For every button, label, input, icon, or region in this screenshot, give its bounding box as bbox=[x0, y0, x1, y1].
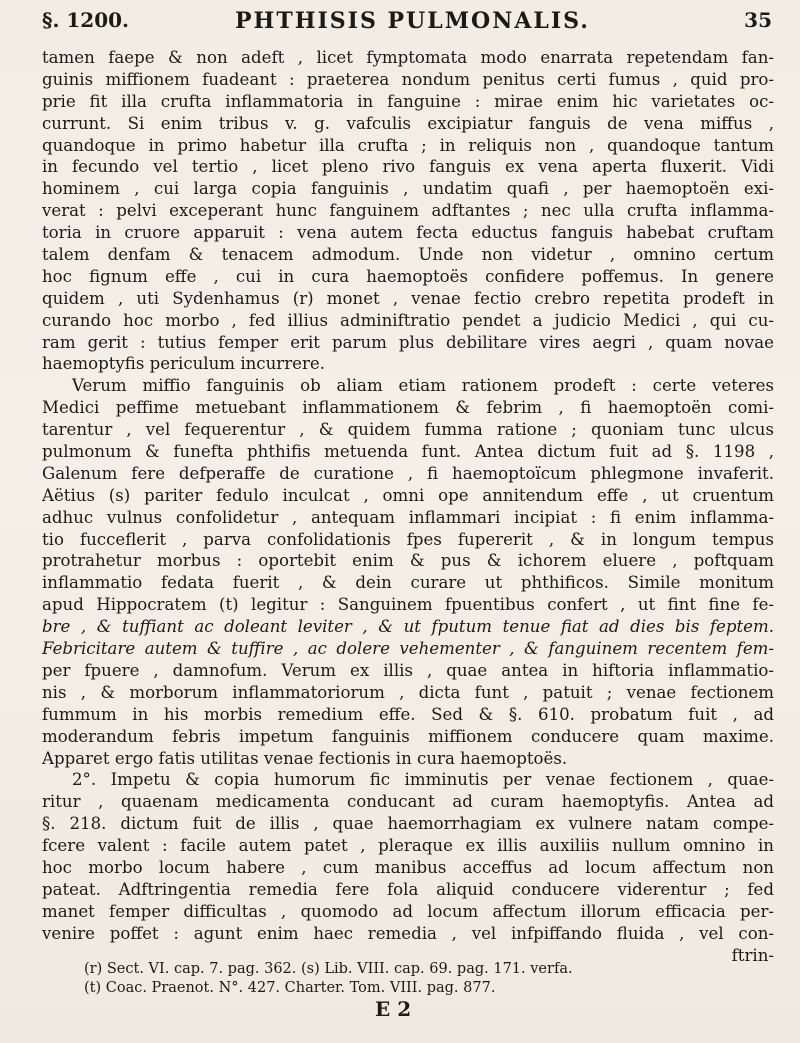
text-line: manet femper difficultas , quomodo ad locum affectum illorum efficacia per- bbox=[42, 901, 774, 921]
section-number: §. 1200. bbox=[42, 8, 130, 32]
text-line: currunt. Si enim tribus v. g. vafculis excipiatur fanguis de vena miffus , bbox=[42, 113, 774, 133]
text-line: §. 218. dictum fuit de illis , quae haemorrhagiam ex vulnere natam compe- bbox=[42, 814, 774, 834]
text-line: adhuc vulnus confolidetur , antequam inflammari incipiat : fi enim inflamma- bbox=[42, 507, 774, 527]
text-line: nis , & morborum inflammatoriorum , dicta funt , patuit ; venae fectionem bbox=[42, 682, 774, 702]
footnote: (t) Coac. Praenot. N°. 427. Charter. Tom. VIII. pag. 877. bbox=[84, 980, 496, 996]
text-line: tio fucceflerit , parva confolidationis fpes fupererit , & in longum tempus bbox=[42, 529, 774, 549]
running-header bbox=[42, 8, 772, 40]
text-line: Febricitare autem & tuffire , ac dolere vehementer , & fanguinem recentem fem- bbox=[42, 639, 774, 659]
text-line: protrahetur morbus : oportebit enim & pus & ichorem eluere , poftquam bbox=[42, 551, 774, 571]
text-line: talem denfam & tenacem admodum. Unde non videtur , omnino certum bbox=[42, 245, 774, 265]
text-line: Verum miffio fanguinis ob aliam etiam rationem prodeft : certe veteres bbox=[72, 376, 774, 396]
catchword: ftrin- bbox=[731, 945, 774, 965]
text-line: 2°. Impetu & copia humorum fic imminutis per venae fectionem , quae- bbox=[72, 770, 774, 790]
text-line: Galenum fere defperaffe de curatione , fi haemoptoïcum phlegmone invaferit. bbox=[42, 463, 774, 483]
text-line: moderandum febris impetum fanguinis miffionem conducere quam maxime. bbox=[42, 726, 774, 746]
text-line: fummum in his morbis remedium effe. Sed & §. 610. probatum fuit , ad bbox=[42, 704, 774, 724]
text-line: venire poffet : agunt enim haec remedia , vel infpiffando fluida , vel con- bbox=[42, 923, 774, 943]
text-line: toria in cruore apparuit : vena autem fecta eductus fanguis habebat cruftam bbox=[42, 223, 774, 243]
main-text bbox=[42, 47, 774, 966]
text-line: haemoptyfis periculum incurrere. bbox=[42, 354, 326, 374]
signature-mark: E 2 bbox=[375, 997, 412, 1021]
text-line: per fpuere , damnofum. Verum ex illis , quae antea in hiftoria inflammatio- bbox=[42, 660, 774, 680]
text-line: ritur , quaenam medicamenta conducant ad curam haemoptyfis. Antea ad bbox=[42, 792, 774, 812]
text-line: Apparet ergo fatis utilitas venae fectionis in cura haemoptoës. bbox=[42, 748, 568, 768]
text-line: pulmonum & funefta phthifis metuenda funt. Antea dictum fuit ad §. 1198 , bbox=[42, 442, 774, 462]
text-line: Medici peffime metuebant inflammationem & febrim , fi haemoptoën comi- bbox=[42, 398, 774, 418]
text-line: inflammatio fedata fuerit , & dein curare ut phthificos. Simile monitum bbox=[42, 573, 774, 593]
text-line: curando hoc morbo , fed illius adminiftratio pendet a judicio Medici , qui cu- bbox=[42, 310, 774, 330]
text-line: hoc fignum effe , cui in cura haemoptoës confidere poffemus. In genere bbox=[42, 266, 774, 286]
text-line: Aëtius (s) pariter fedulo inculcat , omni ope annitendum effe , ut cruentum bbox=[42, 485, 774, 505]
text-line: apud Hippocratem (t) legitur : Sanguinem fpuentibus confert , ut fint fine fe- bbox=[42, 595, 774, 615]
text-line: in fecundo vel tertio , licet pleno rivo fanguis ex vena aperta fluxerit. Vidi bbox=[42, 157, 774, 177]
text-line: quandoque in primo habetur illa crufta ; in reliquis non , quandoque tantum bbox=[42, 135, 774, 155]
text-line: ram gerit : tutius femper erit parum plus debilitare vires aegri , quam novae bbox=[42, 332, 774, 352]
footnote: (r) Sect. VI. cap. 7. pag. 362. (s) Lib. VIII. cap. 69. pag. 171. verfa. bbox=[84, 961, 573, 977]
text-line: quidem , uti Sydenhamus (r) monet , venae fectio crebro repetita prodeft in bbox=[42, 288, 774, 308]
text-line: guinis miffionem fuadeant : praeterea nondum penitus certi fumus , quid pro- bbox=[42, 69, 774, 89]
text-line: fcere valent : facile autem patet , pleraque ex illis auxiliis nullum omnino in bbox=[42, 836, 774, 856]
text-line: bre , & tuffiant ac doleant leviter , & ut fputum tenue fiat ad dies bis feptem. bbox=[42, 617, 774, 637]
text-line: hominem , cui larga copia fanguinis , undatim quafi , per haemoptoën exi- bbox=[42, 179, 774, 199]
running-title: PHTHISIS PULMONALIS. bbox=[235, 8, 590, 34]
footnotes bbox=[84, 960, 774, 998]
text-line: prie fit illa crufta inflammatoria in fanguine : mirae enim hic varietates oc- bbox=[42, 91, 774, 111]
page-number: 35 bbox=[744, 8, 772, 32]
text-line: tarentur , vel fequerentur , & quidem fumma ratione ; quoniam tunc ulcus bbox=[42, 420, 774, 440]
text-line: hoc morbo locum habere , cum manibus acceffus ad locum affectum non bbox=[42, 857, 774, 877]
text-line: tamen faepe & non adeft , licet fymptomata modo enarrata repetendam fan- bbox=[42, 48, 774, 67]
text-line: verat : pelvi exceperant hunc fanguinem adftantes ; nec ulla crufta inflamma- bbox=[42, 201, 774, 221]
text-line: pateat. Adftringentia remedia fere fola aliquid conducere viderentur ; fed bbox=[42, 879, 774, 899]
